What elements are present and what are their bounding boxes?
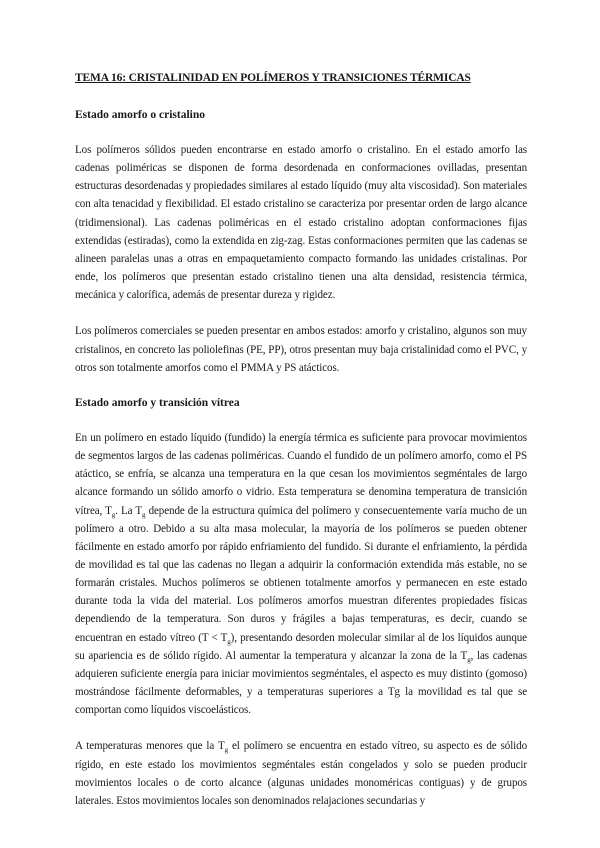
subscript-g: g: [227, 637, 231, 646]
document-title: TEMA 16: CRISTALINIDAD EN POLÍMEROS Y TRANSICIONES TÉRMICAS: [75, 72, 471, 84]
paragraph-text: , las cadenas adquieren suficiente energía para iniciar movimientos segméntales, el aspecto es muy distinto (gomoso) mostrándose fácilmente deformables, y a temperaturas superiores a Tg la movilidad es tal que se comportan como líquidos viscoelásticos.: [75, 649, 527, 717]
paragraph-text: . La T: [115, 504, 143, 517]
section-heading-transicion-vitrea: Estado amorfo y transición vítrea: [75, 396, 240, 409]
subscript-g: g: [142, 510, 146, 519]
paragraph-estados: [75, 141, 527, 304]
paragraph-text: Los polímeros comerciales se pueden presentar en ambos estados: amorfo y cristalino, algunos son muy cristalinos, en concreto las poliolefinas (PE, PP), otros presentan muy baja cristalinidad como el PVC, y otros son totalmente amorfos como el PMMA y PS atácticos.: [75, 325, 527, 374]
paragraph-transicion-vitrea: [75, 429, 527, 720]
document-page: [75, 70, 527, 828]
paragraph-polimeros-comerciales: [75, 322, 527, 376]
paragraph-text: A temperaturas menores que la T: [75, 740, 225, 753]
paragraph-text: depende de la estructura química del polímero y consecuentemente varía mucho de un polímero a otro. Debido a su alta masa molecular, la mayoría de los polímeros se pueden obtener fácilmente en estado amorfo por rápido enfriamiento del fundido. Si durante el enfriamiento, la pérdida de movilidad es tal que las cadenas no llegan a adquirir la conformación extendida más estable, no se formarán cristales. Muchos polímeros se obtienen totalmente amorfos y permanecen en este estado durante toda la vida del material. Los polímeros amorfos muestran diferentes propiedades físicas dependiendo de la temperatura. Son duros y frágiles a bajas temperaturas, es decir, cuando se encuentran en estado vítreo (T < T: [75, 504, 527, 644]
subscript-g: g: [224, 746, 229, 755]
section-heading-amorfo-cristalino: Estado amorfo o cristalino: [75, 109, 206, 121]
paragraph-text: En un polímero en estado líquido (fundido) la energía térmica es suficiente para provocar movimientos de segmentos largos de las cadenas poliméricas. Cuando el fundido de un polímero amorfo, como el PS atáctico, se enfría, se alcanza una temperatura en la que cesan los movimientos segméntales de largo alcance formando un sólido amorfo o vidrio. Esta temperatura se denomina temperatura de transición vítrea, T: [75, 431, 527, 517]
subscript-g: g: [111, 510, 116, 519]
paragraph-text: Los polímeros sólidos pueden encontrarse en estado amorfo o cristalino. En el estado amorfo las cadenas poliméricas se disponen de forma desordenada en conformaciones ovilladas, presentan estructuras desordenadas y propiedades similares al estado líquido (muy alta viscosidad). Son materiales con alta tenacidad y flexibilidad. El estado cristalino se caracteriza por presentar orden de largo alcance (tridimensional). Las cadenas poliméricas en el estado cristalino adoptan conformaciones fijas extendidas (estiradas), como la extendida en zig-zag. Estas conformaciones permiten que las cadenas se alineen paralelas unas a otras en empaquetamiento compacto formando las unidades cristalinas. Por ende, los polímeros que presentan estado cristalino tienen una alta densidad, resistencia térmica, mecánica y calorífica, además de presentar dureza y rigidez.: [75, 144, 527, 302]
paragraph-text: el polímero se encuentra en estado vítreo, su aspecto es de sólido rígido, en este estado los movimientos segméntales están congelados y solo se pueden producir movimientos locales o de corto alcance (algunas unidades monoméricas contiguas) y de grupos laterales. Estos movimientos locales son denominados relajaciones secundarias y: [75, 740, 527, 807]
paragraph-text: ), presentando desorden molecular similar al de los líquidos aunque su apariencia es de sólido rígido. Al aumentar la temperatura y alcanzar la zona de la T: [75, 631, 527, 662]
subscript-g: g: [467, 655, 471, 664]
paragraph-estado-vitreo: [75, 737, 527, 810]
